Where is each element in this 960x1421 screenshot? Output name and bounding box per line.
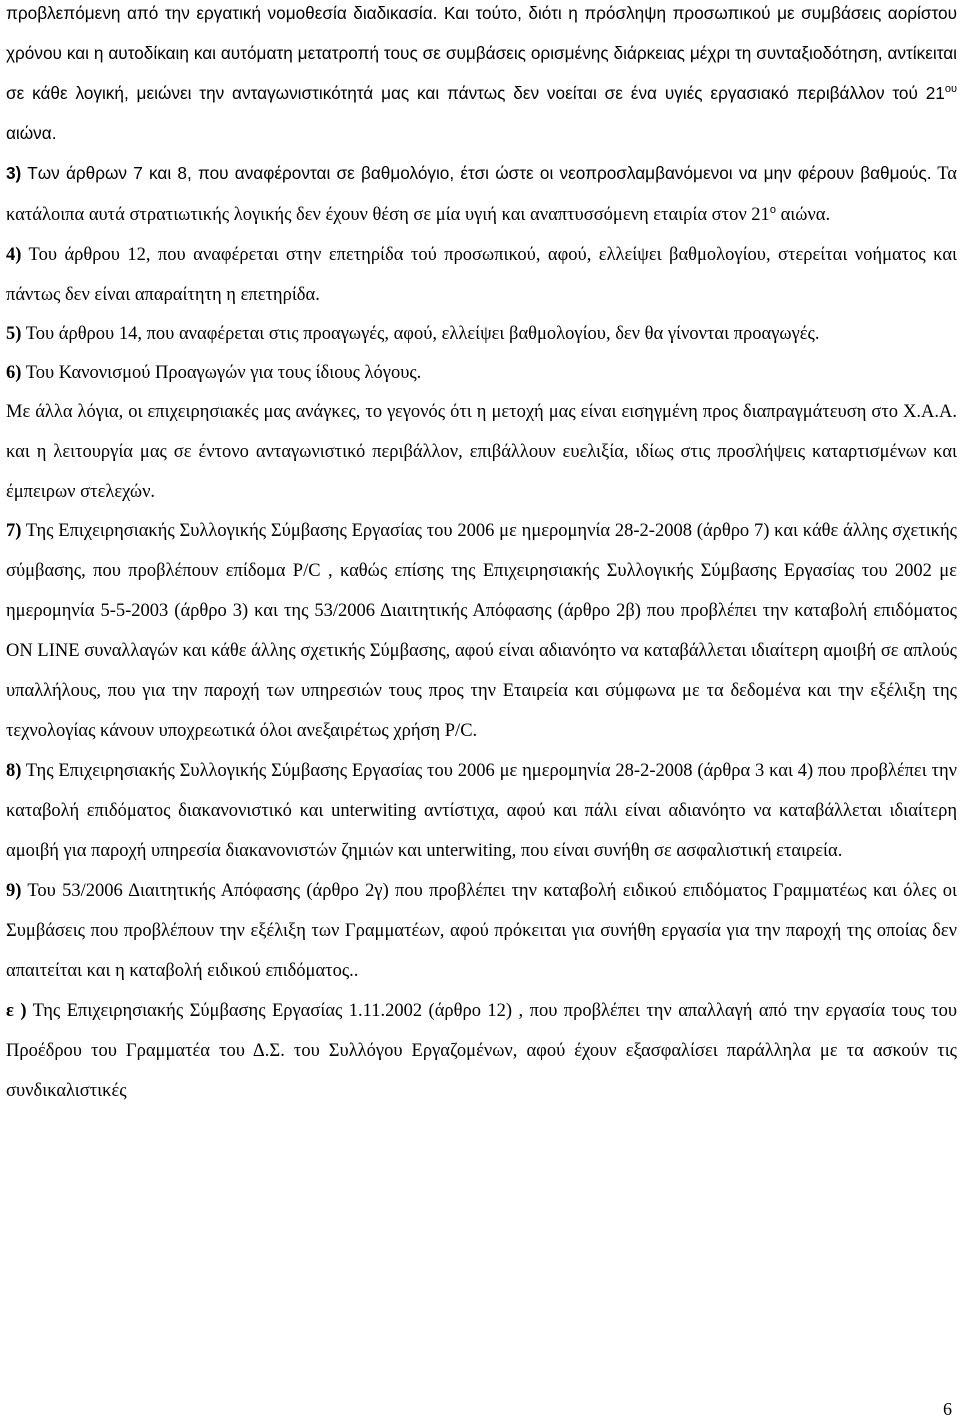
paragraph-text: Της Επιχειρησιακής Συλλογικής Σύμβασης Εργασίας του 2006 με ημερομηνία 28-2-2008 (άρθρα 3 και 4) που προβλέπει την καταβολή επιδόματος διακανονιστικό και unterwiting αντίστιχα, αφού και πάλι είναι αδιανόητο να καταβάλλεται ιδιαίτερη αμοιβή για παροχή υπηρεσία διακανονιστών ζημιών και unterwiting, που είναι συνήθη σε ασφαλιστική εταιρεία.: [6, 761, 957, 861]
paragraph-text: Των άρθρων 7 και 8, που αναφέρονται σε βαθμολόγιο, έτσι ώστε οι νεοπροσλαμβανόμενοι να μην φέρουν βαθμούς.: [21, 163, 932, 183]
paragraph-item-3: [6, 153, 957, 235]
paragraph-item-8: [6, 751, 957, 871]
paragraph-item-9: [6, 871, 957, 991]
item-number: 3): [6, 163, 22, 183]
superscript: ο: [769, 204, 776, 216]
item-number: 7): [6, 521, 22, 541]
superscript: ου: [944, 83, 957, 95]
paragraph-summary: [6, 392, 957, 512]
paragraph-text: αιώνα.: [6, 123, 57, 143]
paragraph-text: Της Επιχειρησιακής Σύμβασης Εργασίας 1.11.2002 (άρθρο 12) , που προβλέπει την απαλλαγή από την εργασία τους του Προέδρου του Γραμματέα του Δ.Σ. του Συλλόγου Εργαζομένων, αφού έχουν εξασφαλίσει παράλληλα με τα ασκούν τις συνδικαλιστικές: [6, 1001, 957, 1101]
item-number: 8): [6, 761, 22, 781]
paragraph-text: Τα κατάλοιπα αυτά στρατιωτικής λογικής δεν έχουν θέση σε μία υγιή και αναπτυσσόμενη εταιρία στον 21: [6, 164, 957, 225]
paragraph-text: Του Κανονισμού Προαγωγών για τους ίδιους λόγους.: [21, 363, 422, 383]
paragraph-text: Με άλλα λόγια, οι επιχειρησιακές μας ανάγκες, το γεγονός ότι η μετοχή μας είναι εισηγμένη προς διαπραγμάτευση στο Χ.Α.Α. και η λειτουργία μας σε έντονο ανταγωνιστικό περιβάλλον, επιβάλλουν ευελιξία, ιδίως στις προσλήψεις καταρτισμένων και έμπειρων στελεχών.: [6, 402, 957, 502]
paragraph-item-e: [6, 991, 957, 1111]
paragraph-item-6: [6, 353, 957, 393]
item-number: 6): [6, 363, 22, 383]
page-number: 6: [943, 1399, 952, 1419]
paragraph-text: Της Επιχειρησιακής Συλλογικής Σύμβασης Εργασίας του 2006 με ημερομηνία 28-2-2008 (άρθρο 7) και κάθε άλλης σχετικής σύμβασης, που προβλέπουν επίδομα P/C , καθώς επίσης της Επιχειρησιακής Συλλογικής Σύμβασης Εργασίας του 2002 με ημερομηνία 5-5-2003 (άρθρο 3) και της 53/2006 Διαιτητικής Απόφασης (άρθρο 2β) που προβλέπει την καταβολή επιδόματος ON LINE συναλλαγών και κάθε άλλης σχετικής Σύμβασης, αφού είναι αδιανόητο να καταβάλλεται ιδιαίτερη αμοιβή σε απλούς υπαλλήλους, που για την παροχή των υπηρεσιών τους προς την Εταιρεία και σύμφωνα με τα δεδομένα και την εξέλιξη της τεχνολογίας κάνουν υποχρεωτικά όλοι ανεξαιρέτως χρήση P/C.: [6, 521, 957, 741]
paragraph-item-5: [6, 314, 957, 354]
paragraph-item-7: [6, 511, 957, 751]
item-number: 4): [6, 245, 22, 265]
paragraph-text: Του άρθρου 12, που αναφέρεται στην επετηρίδα τού προσωπικού, αφού, ελλείψει βαθμολογίου, στερείται νοήματος και πάντως δεν είναι απαραίτητη η επετηρίδα.: [6, 245, 957, 305]
paragraph-item-4: [6, 235, 957, 315]
paragraph-1: [6, 0, 957, 153]
paragraph-text: αιώνα.: [775, 205, 831, 225]
paragraph-text: προβλεπόμενη από την εργατική νομοθεσία διαδικασία. Και τούτο, διότι η πρόσληψη προσωπικού με συμβάσεις αορίστου χρόνου και η αυτοδίκαιη και αυτόματη μετατροπή τους σε συμβάσεις ορισμένης διάρκειας μέχρι τη συνταξιοδότηση, αντίκειται σε κάθε λογική, μειώνει την ανταγωνιστικότητά μας και πάντως δεν νοείται σε ένα υγιές εργασιακό περιβάλλον τού 21: [6, 3, 957, 103]
item-number: ε ): [6, 1001, 27, 1021]
paragraph-text: Του 53/2006 Διαιτητικής Απόφασης (άρθρο 2γ) που προβλέπει την καταβολή ειδικού επιδόματος Γραμματέως και όλες οι Συμβάσεις που προβλέπουν την εξέλιξη των Γραμματέων, αφού πρόκειται για συνήθη εργασία για την παροχή της οποίας δεν απαιτείται και η καταβολή ειδικού επιδόματος..: [6, 881, 957, 981]
item-number: 9): [6, 881, 22, 901]
paragraph-text: Του άρθρου 14, που αναφέρεται στις προαγωγές, αφού, ελλείψει βαθμολογίου, δεν θα γίνονται προαγωγές.: [21, 324, 820, 344]
item-number: 5): [6, 324, 22, 344]
